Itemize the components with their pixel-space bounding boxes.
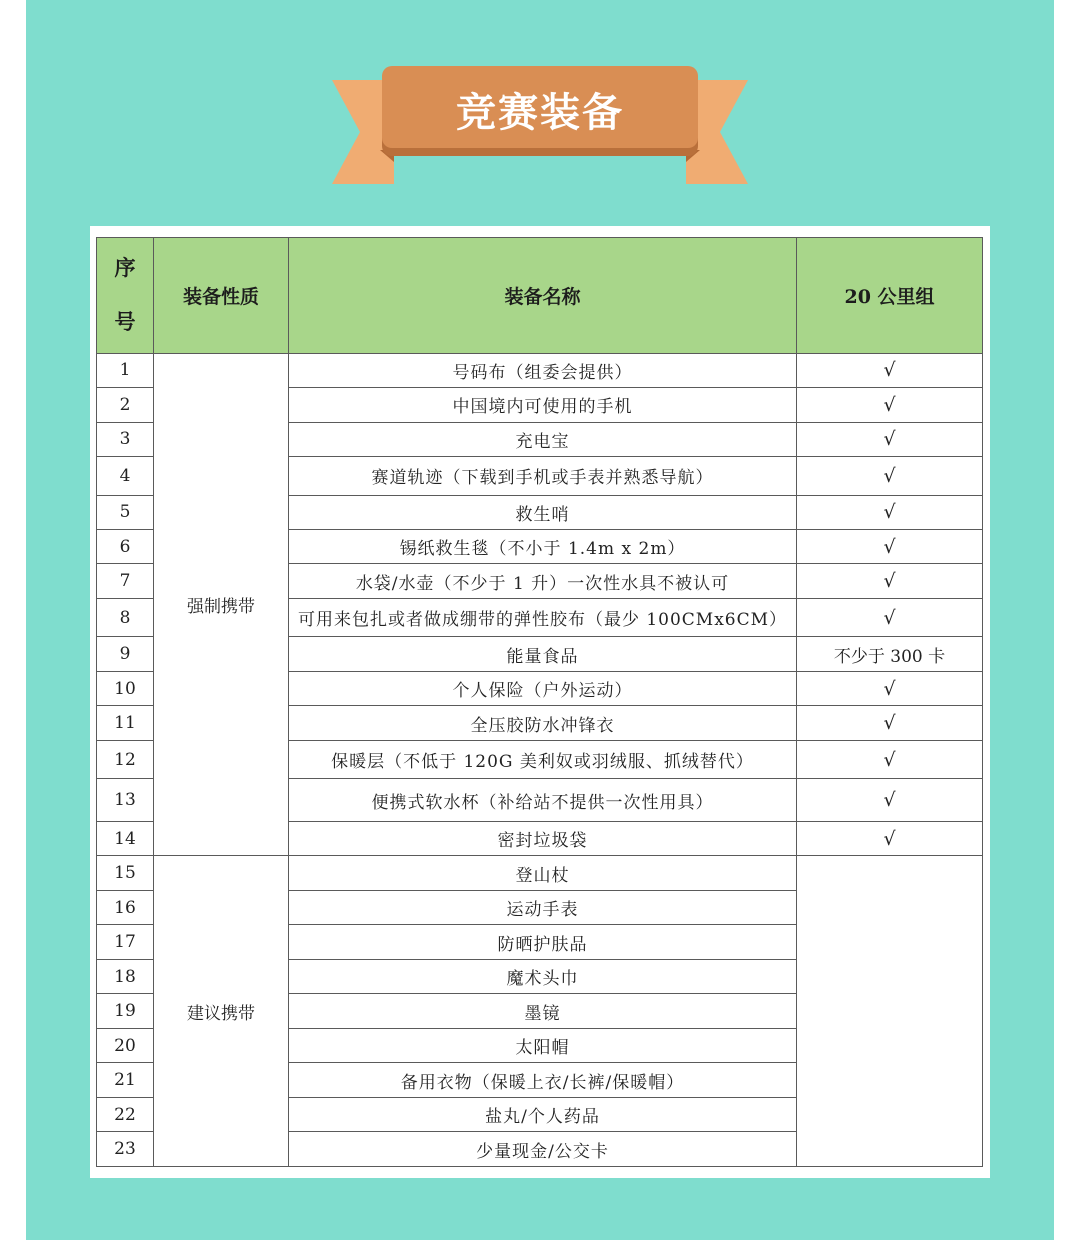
group-empty-cell	[797, 856, 983, 1167]
equipment-name: 备用衣物（保暖上衣/长裤/保暖帽）	[289, 1063, 797, 1097]
row-index: 8	[97, 598, 154, 637]
row-index: 1	[97, 353, 154, 387]
row-index: 3	[97, 422, 154, 456]
check-mark: √	[797, 530, 983, 564]
equipment-name: 号码布（组委会提供）	[289, 353, 797, 387]
equipment-table	[96, 237, 983, 1167]
page-title: 竞赛装备	[456, 89, 624, 136]
equipment-name: 墨镜	[289, 994, 797, 1028]
row-index: 11	[97, 706, 154, 740]
requirement-text: 不少于 300 卡	[797, 637, 983, 671]
header-group: 20 公里组	[797, 238, 983, 354]
check-mark: √	[797, 706, 983, 740]
row-index: 21	[97, 1063, 154, 1097]
equipment-name: 保暖层（不低于 120G 美利奴或羽绒服、抓绒替代）	[289, 740, 797, 779]
category-suggested: 建议携带	[154, 856, 289, 1167]
equipment-name: 全压胶防水冲锋衣	[289, 706, 797, 740]
equipment-name: 锡纸救生毯（不小于 1.4m x 2m）	[289, 530, 797, 564]
check-mark: √	[797, 457, 983, 496]
equipment-name: 水袋/水壶（不少于 1 升）一次性水具不被认可	[289, 564, 797, 598]
table-row	[97, 353, 983, 387]
header-index: 序 号	[97, 238, 154, 354]
table-body	[97, 353, 983, 1166]
check-mark: √	[797, 822, 983, 856]
row-index: 22	[97, 1097, 154, 1131]
equipment-name: 盐丸/个人药品	[289, 1097, 797, 1131]
row-index: 12	[97, 740, 154, 779]
row-index: 20	[97, 1028, 154, 1062]
equipment-name: 密封垃圾袋	[289, 822, 797, 856]
header-name: 装备名称	[289, 238, 797, 354]
equipment-name: 个人保险（户外运动）	[289, 671, 797, 705]
row-index: 13	[97, 779, 154, 822]
equipment-name: 中国境内可使用的手机	[289, 388, 797, 422]
equipment-name: 少量现金/公交卡	[289, 1132, 797, 1167]
equipment-name: 可用来包扎或者做成绷带的弹性胶布（最少 100CMx6CM）	[289, 598, 797, 637]
equipment-name: 魔术头巾	[289, 959, 797, 993]
equipment-name: 太阳帽	[289, 1028, 797, 1062]
row-index: 17	[97, 925, 154, 959]
check-mark: √	[797, 495, 983, 529]
equipment-name: 能量食品	[289, 637, 797, 671]
row-index: 9	[97, 637, 154, 671]
row-index: 16	[97, 890, 154, 924]
check-mark: √	[797, 671, 983, 705]
check-mark: √	[797, 422, 983, 456]
row-index: 6	[97, 530, 154, 564]
row-index: 2	[97, 388, 154, 422]
row-index: 4	[97, 457, 154, 496]
equipment-name: 防晒护肤品	[289, 925, 797, 959]
title-ribbon	[332, 62, 748, 186]
equipment-name: 赛道轨迹（下载到手机或手表并熟悉导航）	[289, 457, 797, 496]
equipment-name: 救生哨	[289, 495, 797, 529]
header-category: 装备性质	[154, 238, 289, 354]
check-mark: √	[797, 740, 983, 779]
equipment-name: 登山杖	[289, 856, 797, 890]
row-index: 14	[97, 822, 154, 856]
check-mark: √	[797, 353, 983, 387]
row-index: 15	[97, 856, 154, 890]
equipment-name: 便携式软水杯（补给站不提供一次性用具）	[289, 779, 797, 822]
table-row	[97, 856, 983, 890]
row-index: 18	[97, 959, 154, 993]
row-index: 23	[97, 1132, 154, 1167]
check-mark: √	[797, 388, 983, 422]
table-header-row	[97, 238, 983, 354]
check-mark: √	[797, 564, 983, 598]
equipment-name: 充电宝	[289, 422, 797, 456]
category-mandatory: 强制携带	[154, 353, 289, 856]
row-index: 19	[97, 994, 154, 1028]
equipment-card	[90, 226, 990, 1178]
row-index: 10	[97, 671, 154, 705]
row-index: 5	[97, 495, 154, 529]
equipment-name: 运动手表	[289, 890, 797, 924]
row-index: 7	[97, 564, 154, 598]
check-mark: √	[797, 598, 983, 637]
check-mark: √	[797, 779, 983, 822]
